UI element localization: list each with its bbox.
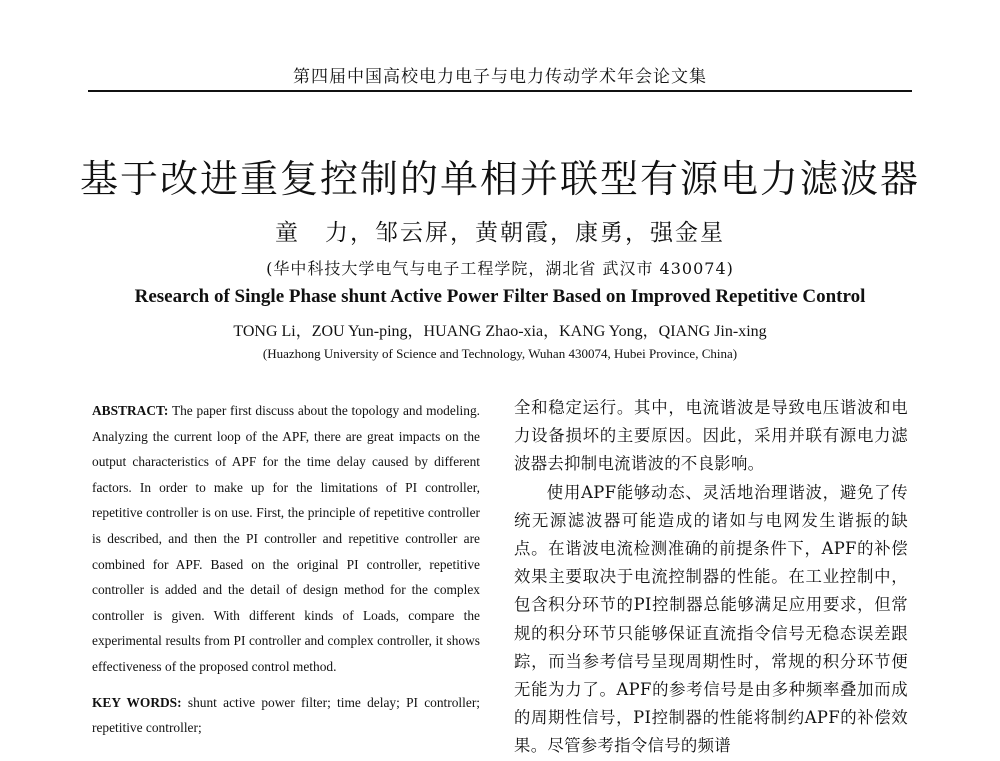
body-paragraph-1: 全和稳定运行。其中，电流谐波是导致电压谐波和电力设备损坏的主要原因。因此，采用并联有源电力滤波器去抑制电流谐波的不良影响。 [514,398,908,474]
keywords-text: shunt active power filter; time delay; PI controller; repetitive controller; [92,694,480,736]
header-rule [88,90,912,92]
abstract [92,398,480,680]
left-column [92,398,480,741]
body-paragraph-2: 使用APF能够动态、灵活地治理谐波，避免了传统无源滤波器可能造成的诸如与电网发生谐振的缺点。在谐波电流检测准确的前提条件下，APF的补偿效果主要取决于电流控制器的性能。在工业控制中，包含积分环节的PI控制器总能够满足应用要求，但常规的积分环节只能够保证直流指令信号无稳态误差跟踪，而当参考信号呈现周期性时，常规的积分环节便无能为力了。APF的参考信号是由多种频率叠加而成的周期性信号，PI控制器的性能将制约APF的补偿效果。尽管参考指令信号的频谱 [514,482,908,756]
keywords [92,690,480,741]
keywords-label: KEY WORDS: [92,694,182,710]
paper-title-chinese: 基于改进重复控制的单相并联型有源电力滤波器 [79,157,920,201]
running-header: 第四届中国高校电力电子与电力传动学术年会论文集 [293,67,707,87]
abstract-label: ABSTRACT: [92,403,169,418]
abstract-text: The paper first discuss about the topology and modeling. Analyzing the current loop of the APF, there are great impacts on the output characteristics of APF for the time delay caused by different factors. In order to make up for the limitations of PI controller, repetitive controller is on use. First, the principle of repetitive controller is described, and then the PI controller and repetitive controller are combined for APF. Based on the original PI controller, repetitive controller is added and the detail of design method for the complex controller is given. With different kinds of Loads, compare the experimental results from PI controller and complex controller, it shows effectiveness of the proposed control method. [92,403,481,674]
authors-chinese: 童 力，邹云屏，黄朝霞，康勇，强金星 [275,220,725,246]
affiliation-english: (Huazhong University of Science and Technology, Wuhan 430074, Hubei Province, China) [262,346,738,361]
affiliation-chinese: (华中科技大学电气与电子工程学院，湖北省 武汉市 430074) [266,259,734,278]
paper-title-english: Research of Single Phase shunt Active Power Filter Based on Improved Repetitive Control [134,286,866,307]
authors-english: TONG Li，ZOU Yun-ping，HUANG Zhao-xia，KANG Yong，QIANG Jin-xing [233,323,767,340]
right-column [514,394,908,761]
